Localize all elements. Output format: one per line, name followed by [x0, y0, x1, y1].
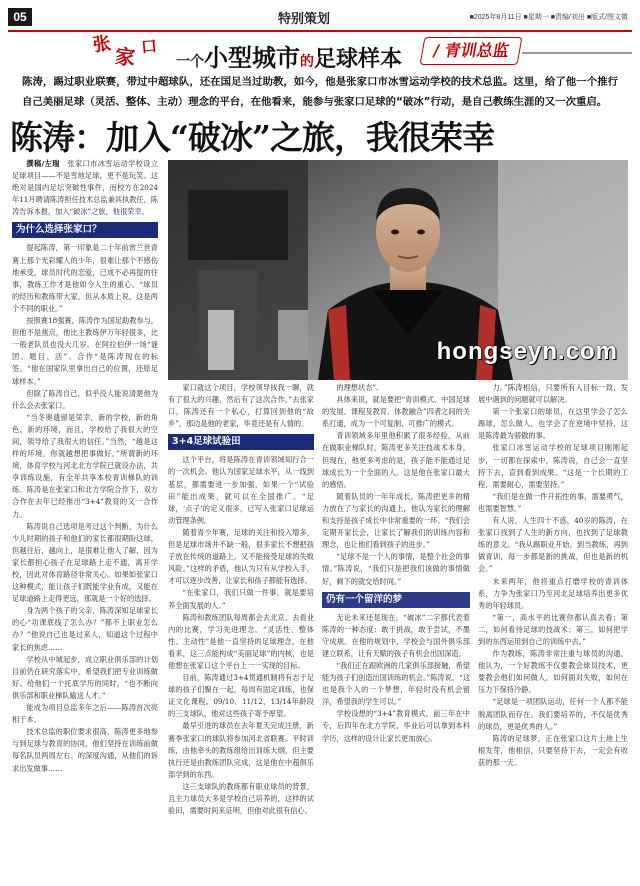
paragraph: 按照赛18强赛，陈涛作为国足助教参与，但他不是焦点，他比主教练伊万年轻很多，比一般老队员也没大几岁。在阿拉伯伊一场“谜团、题目、活”、合作“是陈涛现在的标签。“他在国家队里拿出自己的位置，还原足球样本。”: [12, 316, 158, 386]
series-part: 小型城市: [204, 44, 300, 72]
watermark: hongseyn.com: [436, 338, 618, 365]
page-header: [8, 6, 632, 32]
series-part: 青训总监: [443, 41, 511, 60]
series-part: 一个: [176, 54, 204, 70]
series-part: 的: [300, 54, 314, 70]
paragraph: 随着队员的一年年成长，陈涛把更多的精力放在了与家长的沟通上，他认为家长的理解和支持是孩子成长中非常重要的一环。“我们会定期开家长会，让家长了解我们的训练内容和理念，也让他们看到孩子的进步。”: [322, 491, 470, 550]
paragraph: 随着青少年赛，足球的关注和投入增多，但是足球市场并不缺一般，很多家长不想把孩子放在传统的道路上，又不能接受足球的失败风险。”这样的矛盾，他认为只有从学校入手，才可以逐步改善，让家长和孩子都能有选择。: [168, 527, 314, 586]
paragraph: 陈涛的足球梦，正在张家口这片土地上生根发芽，他相信，只要坚持下去，一定会有收获的那一天。: [478, 733, 628, 767]
article-column-3: [322, 382, 470, 878]
series-banner: [8, 32, 632, 74]
page-number: 05: [8, 8, 32, 26]
paragraph: “在张家口，我们只做一件事，就是要培养全面发展的人。”: [168, 588, 314, 610]
paragraph: 第一个张家口的球员，在这里学会了怎么踢球，怎么做人，也学会了在逆境中坚持，这是陈涛最为骄傲的事。: [478, 407, 628, 441]
paragraph: “我们正在跟欧洲的几家俱乐部接触，希望能为孩子们创造出国训练的机会。”陈涛说，“这也是我个人的一个梦想，年轻时没有机会留洋，希望我的学生可以。”: [322, 660, 470, 707]
paragraph: 无论未来还是现在，“破冰”二字都代表着陈涛的一种态度：敢于挑战，敢于尝试，不墨守成规。在他的规划中，学校会与国外俱乐部建立联系，让有天赋的孩子有机会出国深造。: [322, 612, 470, 658]
paragraph: 青训领域多年里他积累了很多经验，从前在做职业梯队时，陈涛更多关注技战术本身，但现在，他更多考虑的是，孩子能不能通过足球成长为一个全面的人。这是他在张家口最大的感悟。: [322, 431, 470, 489]
paragraph: 学校从中城起步，成立职业俱乐部的计划目前仍在研究落实中，希望我们把专业训练做好。给他们一个托底学历的同时，“也不断向俱乐部和职业梯队输送人才。”: [12, 654, 158, 700]
intro-text: 张家口市冰雪运动学校设立足球项目——不是雪地足球，更不是玩笑。这绝对是国内足坛突破性事件，而校方在2024年11月聘请陈涛担任技术总监兼具执教任，陈涛告诉本报，加入“破冰”之旅，他很荣幸。: [12, 159, 158, 217]
paragraph: 能成为项目总监多年之后——陈涛首次亮相于本。: [12, 703, 158, 725]
subheading: 3+4足球试验田: [168, 434, 314, 450]
paragraph: “第一，高水平的比赛你都认真去看；第二，如何看待足球的技战术；第三，如何把学到的东西运用到自己的训练中去。”: [478, 612, 628, 646]
paragraph: 身为两个孩子的父亲，陈涛深知足球家长的心“功课底线了怎么办？”都不上职业怎么办？”他说自己也是过来人，知道这个过程中家长的焦虑……: [12, 606, 158, 652]
paragraph: 作为教练，陈涛非常注重与球员的沟通，他认为，一个好教练不仅要教会球员技术，更要教会他们如何做人，如何面对失败，如何在压力下保持冷静。: [478, 649, 628, 695]
coach-photo: [168, 160, 628, 380]
series-tag: [420, 37, 523, 65]
brand-char: 张: [91, 32, 113, 57]
article-column-2: [168, 382, 314, 878]
brand-char: 口: [140, 36, 158, 57]
paragraph: 力。”陈涛相信，只要所有人目标一致，发展中遇到的问题就可以解决。: [478, 383, 628, 405]
paragraph: 目前，陈涛通过3+4贯通机制将有志于足球的孩子们聚在一起，每周有固定训练，也保证文化课程。09/10、11/12、13/14年龄段的三支球队，他对这些孩子寄予厚望。: [168, 673, 314, 719]
paragraph: “足球是一项团队运动，任何一个人都不能脱离团队而存在。我们要培养的，不仅是优秀的球员，更是优秀的人。”: [478, 697, 628, 731]
deck-summary: 陈涛，踢过职业联赛，带过中超球队，还在国足当过助教，如今，他是张家口市冰雪运动学校的技术总监。这里，给了他一个推行自己美丽足球（灵活、整体、主动）理念的平台，在他看来，能参与张家口足球的“破冰”行动，是自己教练生涯的又一次重启。: [22, 76, 618, 108]
paragraph: 陈涛说自己选项是考过这个判断，为什么少儿时期的孩子和他们的家长都很期盼这球，但越往后，越向上，是很难让他人了解，因为家长都担心孩子在足球路上走不通，离开学校，因此对体育路径非常关心。如果如张家口这种模式，能让孩子们既能学业有成，又能在足球道路上走得更远，那就是一个好的选择。: [12, 521, 158, 604]
byline: 撰稿/左瑞: [26, 159, 60, 168]
subheading: 仍有一个留洋的梦: [322, 592, 470, 608]
paragraph: 这个平台，将是陈涛在青训领域知行合一的一次机会。他认为国家足球水平，从一线到基层，都需要进一步加强，如果一个“试验田”能出成果，就可以在全国推广。“足球，‘点子’的定义很多，已写入张家口足球运动管理条例。: [168, 455, 314, 525]
paragraph: 技术总监的职位要求很高，陈涛更多地参与到足球与教育的协同，他们坚持在训练前做每名队员两周左右、的深度沟通，从他们的诉求出发做事……: [12, 727, 158, 773]
paragraph: “当冬奥遗留是荣幸，新的学校，新的角色，新的环境，而且，学校给了我很大的空间，领导给了我很大的信任。”当然，“越是这样的环境，你就越想把事做好。”所谓新的环境，体育学校与河北北方学院已就设办法，共享训练设施，有全年共享本校青训梯队的训练。陈涛是在张家口和北方学院合作下，双方合作在去年已经推出“3+4”教育的又一合作力。: [12, 412, 158, 519]
paragraph: 未来两年，他将重点打磨学校的青训体系，力争为张家口乃至河北足球培养出更多优秀的年轻球员。: [478, 576, 628, 610]
paragraph: 陈涛和教练团队每周都会去北京，去看业内的比赛，学习先进理念。“灵活性、整体性、主动性”是他一直坚持的足球理念，在他看来，这三点能构成“美丽足球”的内核，也是他想在张家口这个平台上一一实现的目标。: [168, 612, 314, 670]
dateline: ■2025年8月11日 ■星期一 ■责编/刘出 ■版式/图文微: [469, 14, 628, 21]
headline: 陈涛：加入“破冰”之旅，我很荣幸: [10, 118, 494, 157]
brand-char: 家: [113, 44, 137, 70]
paragraph: 的理想状态”。: [336, 383, 384, 392]
series-title: [176, 38, 402, 73]
article-column-4: [478, 382, 628, 878]
paragraph: 但除了陈涛自己，似乎没人能说清楚他为什么会去张家口。: [12, 388, 158, 410]
section-title: 特别策划: [278, 11, 331, 26]
paragraph: 有人说，人生四十不惑，40岁的陈涛，在张家口找到了人生的新方向，也找到了足球教练的意义。“我从踢职业开始，到当教练，再到做青训，每一步都是新的挑战，但也是新的机会。”: [478, 516, 628, 574]
paragraph: “我们是在做一件开拓性的事，需要勇气，也需要智慧。”: [478, 491, 628, 513]
paragraph: “足球不是一个人的事情，是整个社会的事情。”陈涛说，“我们只是把我们该做的事情做好，剩下的就交给时间。”: [322, 552, 470, 586]
series-part: /: [431, 41, 441, 60]
paragraph: 具体来说，就是要把“青训模式、中国足球的发展、课程及教育、体教融合”四者之间的关系打通，成为一个可复制、可推广的模式。: [322, 395, 470, 429]
article-column-1: [12, 158, 158, 878]
paragraph: 提起陈涛，第一印象是二十年前赏兰世青赛上那个光彩耀人的少年，很难让那个不感伤地承受，球员时代的恋爱，已成不必再提的往事，教练工作才是他如今人生的重心。“球员的经历和教练带大家，但从本质上说，这是两个不同的职业。”: [12, 243, 158, 313]
paragraph: 最早引进的球员在去年夏天完成注册，新赛季张家口的球队将参加河北省联赛。平时训练，由他牵头的教练组给出训练大纲，但主要执行还是由教练团队完成，这是他在中超俱乐部学到的东西。: [168, 721, 314, 779]
brand-logo: [93, 34, 165, 72]
series-part: 足球样本: [314, 47, 403, 72]
paragraph: 这三支球队的教练都有职业球员的背景，且主力球员大多是学校自己培养的，这样的试验田，需要时间来证明，但他对此很有信心。: [168, 781, 314, 816]
divider: [522, 52, 632, 54]
paragraph: 张家口冰雪运动学校的足球项目刚刚起步，一切都在探索中。陈涛说，自己会一直坚持下去，直到看到成果。“这是一个长期的工程，需要耐心，需要坚持。”: [478, 443, 628, 489]
paragraph: 学校设想的“3+4”教育模式，前三年在中专，后四年在北方学院，毕业后可以拿到本科学历，这样的设计让家长更加放心。: [322, 709, 470, 743]
subheading: 为什么选择张家口？: [12, 222, 158, 238]
paragraph: 家口就这个项目，学校领导找我一聊，就有了很大的兴趣，然后有了这次合作。”去张家口，陈涛还有一个私心，打算回到他的“故乡”，那边是他的老家，毕竟还是有人情的。: [168, 383, 314, 429]
